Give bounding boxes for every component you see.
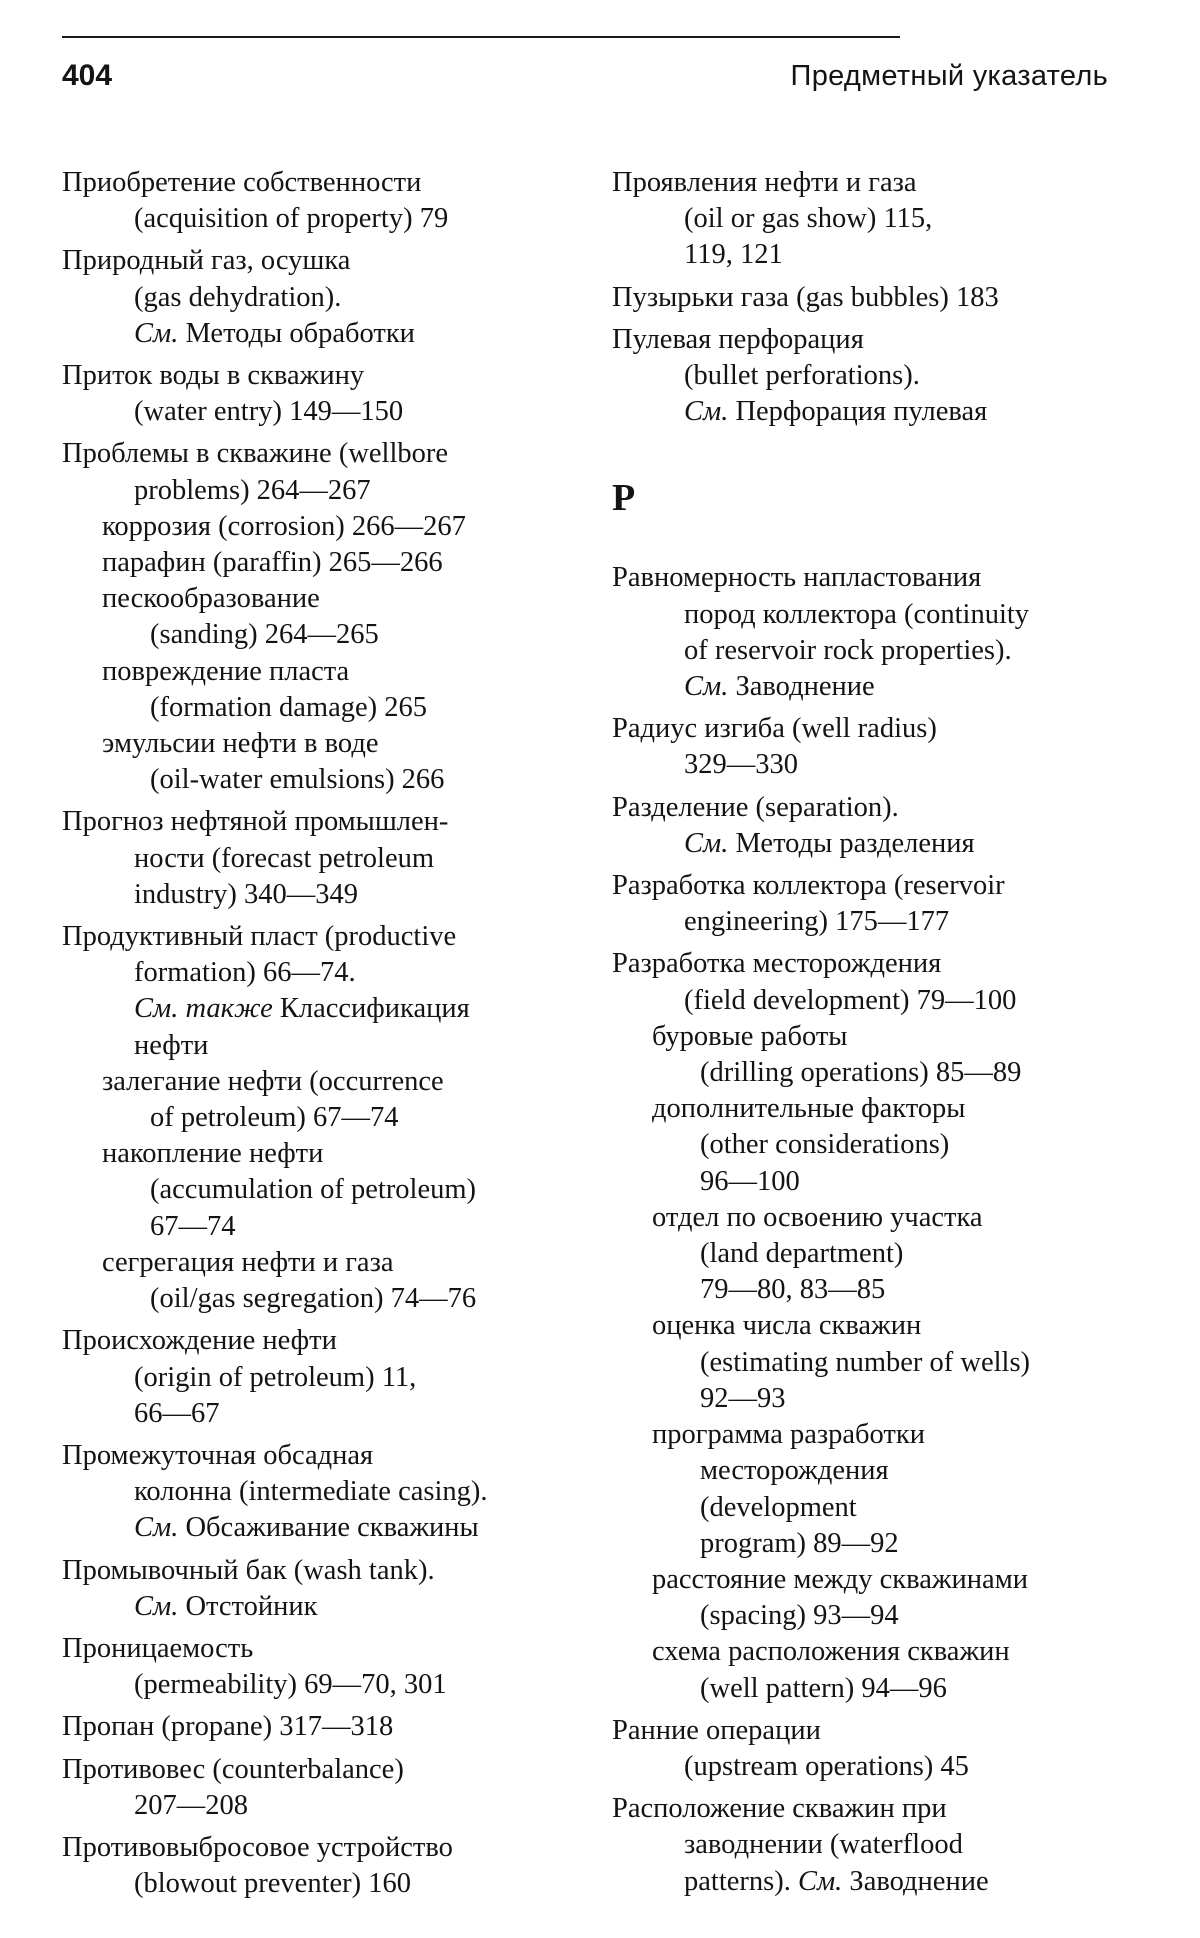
index-entry-heading: Промежуточная обсадная [62, 1439, 374, 1471]
index-entry-heading: Противовес (counterbalance) [62, 1753, 404, 1785]
index-entry-continuation: 119, 121 [684, 239, 783, 271]
see-reference-marker: См. также [134, 993, 273, 1025]
index-entry-continuation: of reservoir rock properties). [684, 634, 1012, 666]
index-entry-heading: Продуктивный пласт (productive [62, 921, 457, 953]
index-entry-continuation: patterns). См. Заводнение [684, 1865, 989, 1897]
index-entry-heading: Радиус изгиба (well radius) [612, 713, 937, 745]
index-entry [62, 243, 562, 352]
index-subentry [612, 1417, 1112, 1562]
index-subentry-continuation: 92—93 [700, 1382, 786, 1414]
see-reference-marker: См. [684, 827, 729, 859]
index-subentry-continuation: (formation damage) 265 [150, 691, 427, 723]
index-entry-continuation: (water entry) 149—150 [134, 396, 404, 428]
index-entry-continuation: (oil or gas show) 115, [684, 203, 933, 235]
index-entry [612, 790, 1112, 862]
index-subentry [62, 1245, 562, 1317]
index-subentry-continuation: (land department) [700, 1238, 904, 1270]
index-entry-heading: Проблемы в скважине (wellbore [62, 438, 449, 470]
see-reference-marker: См. [134, 1590, 179, 1622]
see-reference-marker: См. [684, 671, 729, 703]
index-subentry-continuation: (sanding) 264—265 [150, 619, 379, 651]
index-entry [612, 322, 1112, 431]
index-subentry-heading: парафин (paraffin) 265—266 [102, 547, 443, 579]
index-entry [62, 1631, 562, 1703]
index-entry [612, 946, 1112, 1706]
index-entry-continuation: См. Перфорация пулевая [684, 396, 988, 428]
index-entry-continuation: 329—330 [684, 749, 798, 781]
section-letter: Р [612, 477, 636, 520]
index-subentry [612, 1019, 1112, 1091]
index-entry-continuation: engineering) 175—177 [684, 906, 950, 938]
index-subentry-heading: расстояние между скважинами [652, 1563, 1028, 1595]
index-entry-heading: Приток воды в скважину [62, 360, 365, 392]
index-subentry-continuation: (development [700, 1491, 857, 1523]
index-entry [62, 436, 562, 798]
index-subentry-continuation: (spacing) 93—94 [700, 1600, 899, 1632]
index-entry-heading: Разработка месторождения [612, 948, 942, 980]
index-subentry-heading: залегание нефти (occurrence [102, 1065, 444, 1097]
index-entry [612, 1791, 1112, 1900]
see-reference-marker: См. [134, 1512, 179, 1544]
index-entry-heading: Пузырьки газа (gas bubbles) 183 [612, 281, 999, 313]
index-subentry-heading: дополнительные факторы [652, 1093, 966, 1125]
index-subentry [62, 654, 562, 726]
index-subentry [612, 1634, 1112, 1706]
index-subentry [62, 581, 562, 653]
index-entry [612, 560, 1112, 705]
index-entry-heading: Прогноз нефтяной промышлен- [62, 806, 449, 838]
index-entry [62, 919, 562, 1317]
index-subentry-continuation: (other considerations) [700, 1129, 950, 1161]
index-subentry [62, 545, 562, 581]
index-subentry-continuation: месторождения [700, 1455, 889, 1487]
index-entry-continuation: (gas dehydration). [134, 281, 342, 313]
index-entry-continuation: problems) 264—267 [134, 474, 371, 506]
index-entry-heading: Равномерность напластования [612, 562, 982, 594]
page-number: 404 [62, 59, 113, 92]
index-entry [62, 1709, 562, 1745]
index-subentry-continuation: 67—74 [150, 1210, 236, 1242]
index-entry-continuation: (origin of petroleum) 11, [134, 1361, 417, 1393]
index-entry [62, 1830, 562, 1902]
index-entry-heading: Происхождение нефти [62, 1325, 337, 1357]
index-subentry-heading: сегрегация нефти и газа [102, 1246, 394, 1278]
index-entry [62, 1752, 562, 1824]
index-subentry-continuation: of petroleum) 67—74 [150, 1102, 399, 1134]
index-subentry-heading: программа разработки [652, 1419, 925, 1451]
index-entry [62, 165, 562, 237]
index-subentry-continuation: program) 89—92 [700, 1527, 899, 1559]
index-entry-continuation: (blowout preventer) 160 [134, 1868, 411, 1900]
index-entry-continuation: industry) 340—349 [134, 878, 359, 910]
see-reference-marker: См. [134, 317, 179, 349]
index-subentry-heading: оценка числа скважин [652, 1310, 922, 1342]
index-entry [612, 280, 1112, 316]
index-entry-continuation: formation) 66—74. [134, 957, 356, 989]
index-entry-heading: Разработка коллектора (reservoir [612, 870, 1005, 902]
index-entry-continuation: ности (forecast petroleum [134, 842, 435, 874]
index-subentry-heading: повреждение пласта [102, 655, 350, 687]
index-subentry-continuation: 96—100 [700, 1165, 800, 1197]
index-entry-heading: Пулевая перфорация [612, 323, 864, 355]
index-entry-continuation: (field development) 79—100 [684, 984, 1017, 1016]
index-entry-heading: Проявления нефти и газа [612, 167, 917, 198]
index-entry-continuation: См. Отстойник [134, 1590, 318, 1622]
index-subentry [612, 1562, 1112, 1634]
index-entry-heading: Промывочный бак (wash tank). [62, 1554, 435, 1586]
index-entry [62, 1438, 562, 1547]
index-entry-continuation: (upstream operations) 45 [684, 1750, 969, 1782]
index-subentry-heading: накопление нефти [102, 1138, 324, 1170]
index-subentry-heading: пескообразование [102, 583, 320, 615]
index-group-pr-end [612, 165, 1112, 430]
index-subentry-heading: отдел по освоению участка [652, 1201, 983, 1233]
index-subentry-heading: эмульсии нефти в воде [102, 728, 379, 760]
index-entry-heading: Расположение скважин при [612, 1793, 947, 1825]
index-subentry-heading: схема расположения скважин [652, 1636, 1010, 1668]
index-subentry-continuation: (accumulation of petroleum) [150, 1174, 477, 1206]
see-reference-marker: См. [797, 1865, 843, 1897]
index-entry-continuation: 207—208 [134, 1789, 248, 1821]
index-entry-heading: Разделение (separation). [612, 791, 899, 823]
index-subentry-continuation: (well pattern) 94—96 [700, 1672, 947, 1704]
index-subentry [612, 1200, 1112, 1309]
index-subentry [612, 1308, 1112, 1417]
page-header [62, 58, 1108, 98]
index-subentry-continuation: (oil/gas segregation) 74—76 [150, 1283, 477, 1315]
index-entry [612, 165, 1112, 274]
index-subentry [62, 726, 562, 798]
index-subentry [612, 1091, 1112, 1200]
index-entry [62, 1553, 562, 1625]
index-entry [62, 1323, 562, 1432]
index-column-right [612, 165, 1112, 1906]
index-entry-heading: Ранние операции [612, 1714, 821, 1746]
index-entry-continuation: (permeability) 69—70, 301 [134, 1669, 447, 1701]
index-subentry [62, 1136, 562, 1245]
index-subentry-heading: буровые работы [652, 1020, 848, 1052]
index-subentry [62, 509, 562, 545]
index-entry-continuation: См. Методы разделения [684, 827, 975, 859]
index-subentry [62, 1064, 562, 1136]
see-reference-marker: См. [684, 396, 729, 428]
index-entry [612, 1713, 1112, 1785]
index-entry [612, 711, 1112, 783]
index-entry-continuation: См. Обсаживание скважины [134, 1512, 479, 1544]
index-subentry-continuation: (oil-water emulsions) 266 [150, 764, 445, 796]
index-entry-heading: Приобретение собственности [62, 167, 422, 198]
index-entry-continuation: См. Методы обработки [134, 317, 415, 349]
index-entry-heading: Проницаемость [62, 1632, 254, 1664]
index-entry-continuation: (acquisition of property) 79 [134, 203, 449, 235]
index-entry-continuation: 66—67 [134, 1397, 220, 1429]
index-subentry-continuation: 79—80, 83—85 [700, 1274, 886, 1306]
index-entry-continuation: См. также Классификация [134, 993, 470, 1025]
running-title: Предметный указатель [790, 60, 1108, 92]
index-column-left [62, 165, 562, 1908]
index-subentry-continuation: (estimating number of wells) [700, 1346, 1031, 1378]
index-entry [62, 804, 562, 913]
index-entry-continuation: См. Заводнение [684, 671, 875, 703]
index-group-r [612, 560, 1112, 1899]
index-subentry-heading: коррозия (corrosion) 266—267 [102, 510, 466, 542]
index-entry-continuation: нефти [134, 1029, 209, 1061]
index-entry-heading: Противовыбросовое устройство [62, 1831, 453, 1863]
index-entry-heading: Природный газ, осушка [62, 245, 351, 277]
index-entry-continuation: заводнении (waterflood [684, 1829, 963, 1861]
index-entry [62, 358, 562, 430]
index-entry-continuation: пород коллектора (continuity [684, 598, 1030, 630]
index-entry [612, 868, 1112, 940]
index-entry-continuation: (bullet perforations). [684, 360, 920, 392]
header-rule [62, 36, 900, 38]
index-entry-heading: Пропан (propane) 317—318 [62, 1711, 394, 1743]
index-entry-continuation: колонна (intermediate casing). [134, 1476, 488, 1508]
index-subentry-continuation: (drilling operations) 85—89 [700, 1057, 1022, 1089]
